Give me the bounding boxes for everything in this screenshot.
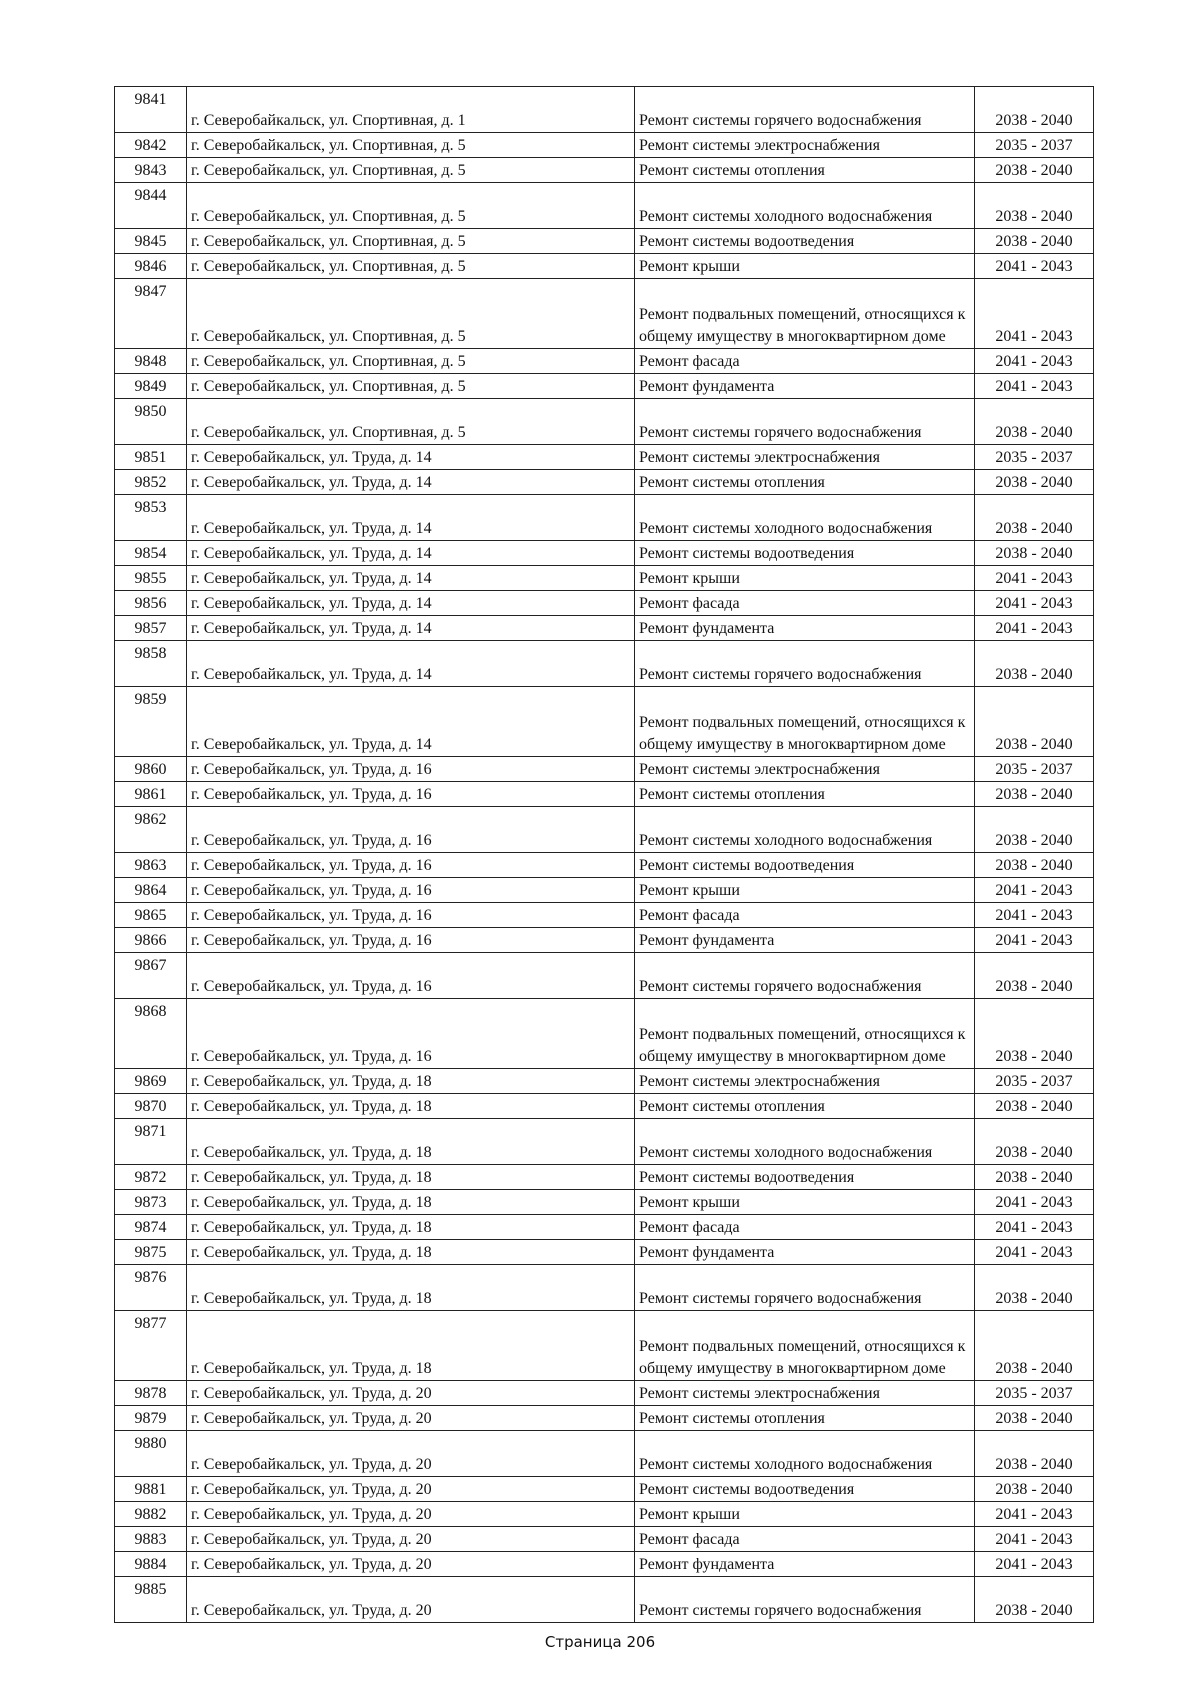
work-type-cell: Ремонт системы электроснабжения: [635, 757, 975, 782]
period-cell: 2038 - 2040: [975, 470, 1094, 495]
table-row: [115, 903, 1094, 928]
work-type-cell: Ремонт фасада: [635, 1215, 975, 1240]
work-type-cell: Ремонт фасада: [635, 591, 975, 616]
row-number-cell: 9863: [115, 853, 187, 878]
address-cell: г. Северобайкальск, ул. Труда, д. 14: [187, 541, 635, 566]
table-row: [115, 1119, 1094, 1165]
row-number-cell: 9883: [115, 1527, 187, 1552]
table-row: [115, 1311, 1094, 1381]
address-cell: г. Северобайкальск, ул. Труда, д. 16: [187, 782, 635, 807]
table-row: [115, 616, 1094, 641]
table-row: [115, 1527, 1094, 1552]
table-row: [115, 541, 1094, 566]
work-type-cell: Ремонт крыши: [635, 878, 975, 903]
row-number-cell: 9882: [115, 1502, 187, 1527]
period-cell: 2035 - 2037: [975, 757, 1094, 782]
row-number-cell: 9875: [115, 1240, 187, 1265]
address-cell: г. Северобайкальск, ул. Спортивная, д. 5: [187, 349, 635, 374]
period-cell: 2038 - 2040: [975, 541, 1094, 566]
address-cell: г. Северобайкальск, ул. Труда, д. 20: [187, 1527, 635, 1552]
period-cell: 2038 - 2040: [975, 1406, 1094, 1431]
period-cell: 2041 - 2043: [975, 1215, 1094, 1240]
row-number-cell: 9869: [115, 1069, 187, 1094]
period-cell: 2035 - 2037: [975, 133, 1094, 158]
table-row: [115, 158, 1094, 183]
work-type-cell: Ремонт крыши: [635, 1190, 975, 1215]
work-type-cell: Ремонт системы электроснабжения: [635, 133, 975, 158]
work-type-cell: Ремонт системы отопления: [635, 470, 975, 495]
period-cell: 2041 - 2043: [975, 591, 1094, 616]
period-cell: 2041 - 2043: [975, 279, 1094, 349]
period-cell: 2038 - 2040: [975, 999, 1094, 1069]
row-number-cell: 9872: [115, 1165, 187, 1190]
row-number-cell: 9885: [115, 1577, 187, 1623]
row-number-cell: 9857: [115, 616, 187, 641]
work-type-cell: Ремонт подвальных помещений, относящихся к общему имуществу в многоквартирном доме: [635, 279, 975, 349]
address-cell: г. Северобайкальск, ул. Труда, д. 14: [187, 687, 635, 757]
row-number-cell: 9843: [115, 158, 187, 183]
row-number-cell: 9851: [115, 445, 187, 470]
row-number-cell: 9876: [115, 1265, 187, 1311]
row-number-cell: 9842: [115, 133, 187, 158]
work-type-cell: Ремонт системы горячего водоснабжения: [635, 641, 975, 687]
table-row: [115, 853, 1094, 878]
work-type-cell: Ремонт системы электроснабжения: [635, 1381, 975, 1406]
address-cell: г. Северобайкальск, ул. Спортивная, д. 5: [187, 133, 635, 158]
period-cell: 2041 - 2043: [975, 928, 1094, 953]
address-cell: г. Северобайкальск, ул. Труда, д. 20: [187, 1577, 635, 1623]
address-cell: г. Северобайкальск, ул. Труда, д. 16: [187, 757, 635, 782]
work-type-cell: Ремонт системы горячего водоснабжения: [635, 399, 975, 445]
work-type-cell: Ремонт фундамента: [635, 616, 975, 641]
work-type-cell: Ремонт фундамента: [635, 1240, 975, 1265]
row-number-cell: 9849: [115, 374, 187, 399]
work-type-cell: Ремонт системы отопления: [635, 1094, 975, 1119]
table-row: [115, 1502, 1094, 1527]
address-cell: г. Северобайкальск, ул. Труда, д. 18: [187, 1069, 635, 1094]
period-cell: 2041 - 2043: [975, 878, 1094, 903]
address-cell: г. Северобайкальск, ул. Спортивная, д. 5: [187, 183, 635, 229]
address-cell: г. Северобайкальск, ул. Труда, д. 20: [187, 1477, 635, 1502]
work-type-cell: Ремонт системы холодного водоснабжения: [635, 183, 975, 229]
row-number-cell: 9880: [115, 1431, 187, 1477]
row-number-cell: 9846: [115, 254, 187, 279]
page-number: Страница 206: [544, 1633, 656, 1651]
address-cell: г. Северобайкальск, ул. Труда, д. 16: [187, 878, 635, 903]
period-cell: 2038 - 2040: [975, 229, 1094, 254]
address-cell: г. Северобайкальск, ул. Труда, д. 14: [187, 591, 635, 616]
period-cell: 2038 - 2040: [975, 687, 1094, 757]
period-cell: 2041 - 2043: [975, 349, 1094, 374]
address-cell: г. Северобайкальск, ул. Труда, д. 20: [187, 1431, 635, 1477]
table-row: [115, 999, 1094, 1069]
work-type-cell: Ремонт системы отопления: [635, 782, 975, 807]
row-number-cell: 9877: [115, 1311, 187, 1381]
row-number-cell: 9866: [115, 928, 187, 953]
table-body: [115, 87, 1094, 1623]
row-number-cell: 9859: [115, 687, 187, 757]
work-type-cell: Ремонт системы электроснабжения: [635, 1069, 975, 1094]
table-row: [115, 1190, 1094, 1215]
period-cell: 2038 - 2040: [975, 1119, 1094, 1165]
address-cell: г. Северобайкальск, ул. Труда, д. 18: [187, 1119, 635, 1165]
row-number-cell: 9854: [115, 541, 187, 566]
work-type-cell: Ремонт системы водоотведения: [635, 229, 975, 254]
period-cell: 2041 - 2043: [975, 616, 1094, 641]
table-row: [115, 566, 1094, 591]
period-cell: 2038 - 2040: [975, 1165, 1094, 1190]
period-cell: 2041 - 2043: [975, 1527, 1094, 1552]
address-cell: г. Северобайкальск, ул. Спортивная, д. 5: [187, 399, 635, 445]
work-type-cell: Ремонт системы водоотведения: [635, 853, 975, 878]
work-type-cell: Ремонт системы холодного водоснабжения: [635, 1119, 975, 1165]
period-cell: 2038 - 2040: [975, 1311, 1094, 1381]
table-row: [115, 1215, 1094, 1240]
row-number-cell: 9862: [115, 807, 187, 853]
period-cell: 2038 - 2040: [975, 158, 1094, 183]
table-row: [115, 1165, 1094, 1190]
row-number-cell: 9874: [115, 1215, 187, 1240]
work-type-cell: Ремонт фасада: [635, 903, 975, 928]
table-row: [115, 1265, 1094, 1311]
work-type-cell: Ремонт фасада: [635, 349, 975, 374]
row-number-cell: 9841: [115, 87, 187, 133]
address-cell: г. Северобайкальск, ул. Труда, д. 20: [187, 1406, 635, 1431]
address-cell: г. Северобайкальск, ул. Труда, д. 18: [187, 1265, 635, 1311]
work-type-cell: Ремонт системы горячего водоснабжения: [635, 953, 975, 999]
table-row: [115, 470, 1094, 495]
table-row: [115, 133, 1094, 158]
address-cell: г. Северобайкальск, ул. Труда, д. 16: [187, 928, 635, 953]
period-cell: 2038 - 2040: [975, 87, 1094, 133]
address-cell: г. Северобайкальск, ул. Труда, д. 14: [187, 616, 635, 641]
row-number-cell: 9856: [115, 591, 187, 616]
table-row: [115, 591, 1094, 616]
address-cell: г. Северобайкальск, ул. Труда, д. 14: [187, 566, 635, 591]
work-type-cell: Ремонт системы горячего водоснабжения: [635, 87, 975, 133]
work-type-cell: Ремонт системы водоотведения: [635, 541, 975, 566]
table-row: [115, 1094, 1094, 1119]
period-cell: 2038 - 2040: [975, 1094, 1094, 1119]
period-cell: 2041 - 2043: [975, 254, 1094, 279]
work-type-cell: Ремонт системы отопления: [635, 1406, 975, 1431]
repair-schedule-table: [114, 86, 1094, 1623]
table-row: [115, 279, 1094, 349]
table-row: [115, 878, 1094, 903]
row-number-cell: 9848: [115, 349, 187, 374]
address-cell: г. Северобайкальск, ул. Спортивная, д. 5: [187, 254, 635, 279]
address-cell: г. Северобайкальск, ул. Спортивная, д. 1: [187, 87, 635, 133]
work-type-cell: Ремонт фундамента: [635, 374, 975, 399]
table-row: [115, 183, 1094, 229]
address-cell: г. Северобайкальск, ул. Труда, д. 16: [187, 853, 635, 878]
row-number-cell: 9864: [115, 878, 187, 903]
address-cell: г. Северобайкальск, ул. Труда, д. 14: [187, 495, 635, 541]
address-cell: г. Северобайкальск, ул. Труда, д. 16: [187, 999, 635, 1069]
address-cell: г. Северобайкальск, ул. Труда, д. 20: [187, 1552, 635, 1577]
address-cell: г. Северобайкальск, ул. Спортивная, д. 5: [187, 279, 635, 349]
table-row: [115, 1552, 1094, 1577]
period-cell: 2038 - 2040: [975, 1477, 1094, 1502]
row-number-cell: 9861: [115, 782, 187, 807]
period-cell: 2041 - 2043: [975, 1240, 1094, 1265]
table-row: [115, 807, 1094, 853]
period-cell: 2038 - 2040: [975, 183, 1094, 229]
work-type-cell: Ремонт фундамента: [635, 1552, 975, 1577]
period-cell: 2038 - 2040: [975, 1577, 1094, 1623]
row-number-cell: 9871: [115, 1119, 187, 1165]
work-type-cell: Ремонт крыши: [635, 1502, 975, 1527]
table-row: [115, 349, 1094, 374]
row-number-cell: 9853: [115, 495, 187, 541]
table-row: [115, 1240, 1094, 1265]
work-type-cell: Ремонт системы холодного водоснабжения: [635, 1431, 975, 1477]
address-cell: г. Северобайкальск, ул. Труда, д. 16: [187, 953, 635, 999]
row-number-cell: 9884: [115, 1552, 187, 1577]
row-number-cell: 9865: [115, 903, 187, 928]
row-number-cell: 9873: [115, 1190, 187, 1215]
table-row: [115, 1069, 1094, 1094]
period-cell: 2035 - 2037: [975, 1381, 1094, 1406]
work-type-cell: Ремонт системы холодного водоснабжения: [635, 807, 975, 853]
address-cell: г. Северобайкальск, ул. Труда, д. 18: [187, 1311, 635, 1381]
work-type-cell: Ремонт системы горячего водоснабжения: [635, 1577, 975, 1623]
table-row: [115, 229, 1094, 254]
table-row: [115, 1577, 1094, 1623]
period-cell: 2041 - 2043: [975, 374, 1094, 399]
row-number-cell: 9868: [115, 999, 187, 1069]
table-row: [115, 254, 1094, 279]
work-type-cell: Ремонт системы отопления: [635, 158, 975, 183]
table-row: [115, 1477, 1094, 1502]
period-cell: 2041 - 2043: [975, 566, 1094, 591]
address-cell: г. Северобайкальск, ул. Труда, д. 14: [187, 641, 635, 687]
period-cell: 2038 - 2040: [975, 495, 1094, 541]
row-number-cell: 9870: [115, 1094, 187, 1119]
row-number-cell: 9881: [115, 1477, 187, 1502]
table-row: [115, 1381, 1094, 1406]
address-cell: г. Северобайкальск, ул. Спортивная, д. 5: [187, 229, 635, 254]
address-cell: г. Северобайкальск, ул. Спортивная, д. 5: [187, 374, 635, 399]
work-type-cell: Ремонт фасада: [635, 1527, 975, 1552]
row-number-cell: 9858: [115, 641, 187, 687]
work-type-cell: Ремонт системы электроснабжения: [635, 445, 975, 470]
work-type-cell: Ремонт системы горячего водоснабжения: [635, 1265, 975, 1311]
address-cell: г. Северобайкальск, ул. Труда, д. 18: [187, 1165, 635, 1190]
period-cell: 2038 - 2040: [975, 807, 1094, 853]
row-number-cell: 9852: [115, 470, 187, 495]
period-cell: 2041 - 2043: [975, 1190, 1094, 1215]
row-number-cell: 9878: [115, 1381, 187, 1406]
table-row: [115, 782, 1094, 807]
table-row: [115, 445, 1094, 470]
address-cell: г. Северобайкальск, ул. Труда, д. 20: [187, 1381, 635, 1406]
period-cell: 2038 - 2040: [975, 1431, 1094, 1477]
address-cell: г. Северобайкальск, ул. Труда, д. 18: [187, 1190, 635, 1215]
period-cell: 2038 - 2040: [975, 399, 1094, 445]
row-number-cell: 9845: [115, 229, 187, 254]
address-cell: г. Северобайкальск, ул. Труда, д. 18: [187, 1094, 635, 1119]
table-row: [115, 641, 1094, 687]
period-cell: 2038 - 2040: [975, 953, 1094, 999]
work-type-cell: Ремонт системы водоотведения: [635, 1477, 975, 1502]
row-number-cell: 9844: [115, 183, 187, 229]
table-row: [115, 1406, 1094, 1431]
table-row: [115, 953, 1094, 999]
period-cell: 2038 - 2040: [975, 782, 1094, 807]
address-cell: г. Северобайкальск, ул. Труда, д. 18: [187, 1215, 635, 1240]
period-cell: 2035 - 2037: [975, 1069, 1094, 1094]
table-row: [115, 374, 1094, 399]
row-number-cell: 9847: [115, 279, 187, 349]
address-cell: г. Северобайкальск, ул. Труда, д. 16: [187, 807, 635, 853]
table-row: [115, 1431, 1094, 1477]
period-cell: 2038 - 2040: [975, 853, 1094, 878]
work-type-cell: Ремонт крыши: [635, 566, 975, 591]
period-cell: 2041 - 2043: [975, 903, 1094, 928]
period-cell: 2041 - 2043: [975, 1552, 1094, 1577]
table-row: [115, 757, 1094, 782]
address-cell: г. Северобайкальск, ул. Труда, д. 18: [187, 1240, 635, 1265]
table-row: [115, 399, 1094, 445]
row-number-cell: 9860: [115, 757, 187, 782]
table-row: [115, 87, 1094, 133]
work-type-cell: Ремонт подвальных помещений, относящихся к общему имуществу в многоквартирном доме: [635, 687, 975, 757]
row-number-cell: 9867: [115, 953, 187, 999]
row-number-cell: 9879: [115, 1406, 187, 1431]
period-cell: 2041 - 2043: [975, 1502, 1094, 1527]
work-type-cell: Ремонт фундамента: [635, 928, 975, 953]
work-type-cell: Ремонт подвальных помещений, относящихся к общему имуществу в многоквартирном доме: [635, 1311, 975, 1381]
table-row: [115, 687, 1094, 757]
address-cell: г. Северобайкальск, ул. Труда, д. 14: [187, 445, 635, 470]
address-cell: г. Северобайкальск, ул. Труда, д. 20: [187, 1502, 635, 1527]
period-cell: 2038 - 2040: [975, 641, 1094, 687]
work-type-cell: Ремонт системы холодного водоснабжения: [635, 495, 975, 541]
table-row: [115, 495, 1094, 541]
row-number-cell: 9850: [115, 399, 187, 445]
address-cell: г. Северобайкальск, ул. Спортивная, д. 5: [187, 158, 635, 183]
address-cell: г. Северобайкальск, ул. Труда, д. 14: [187, 470, 635, 495]
address-cell: г. Северобайкальск, ул. Труда, д. 16: [187, 903, 635, 928]
period-cell: 2038 - 2040: [975, 1265, 1094, 1311]
table-row: [115, 928, 1094, 953]
work-type-cell: Ремонт крыши: [635, 254, 975, 279]
row-number-cell: 9855: [115, 566, 187, 591]
work-type-cell: Ремонт подвальных помещений, относящихся к общему имуществу в многоквартирном доме: [635, 999, 975, 1069]
period-cell: 2035 - 2037: [975, 445, 1094, 470]
work-type-cell: Ремонт системы водоотведения: [635, 1165, 975, 1190]
